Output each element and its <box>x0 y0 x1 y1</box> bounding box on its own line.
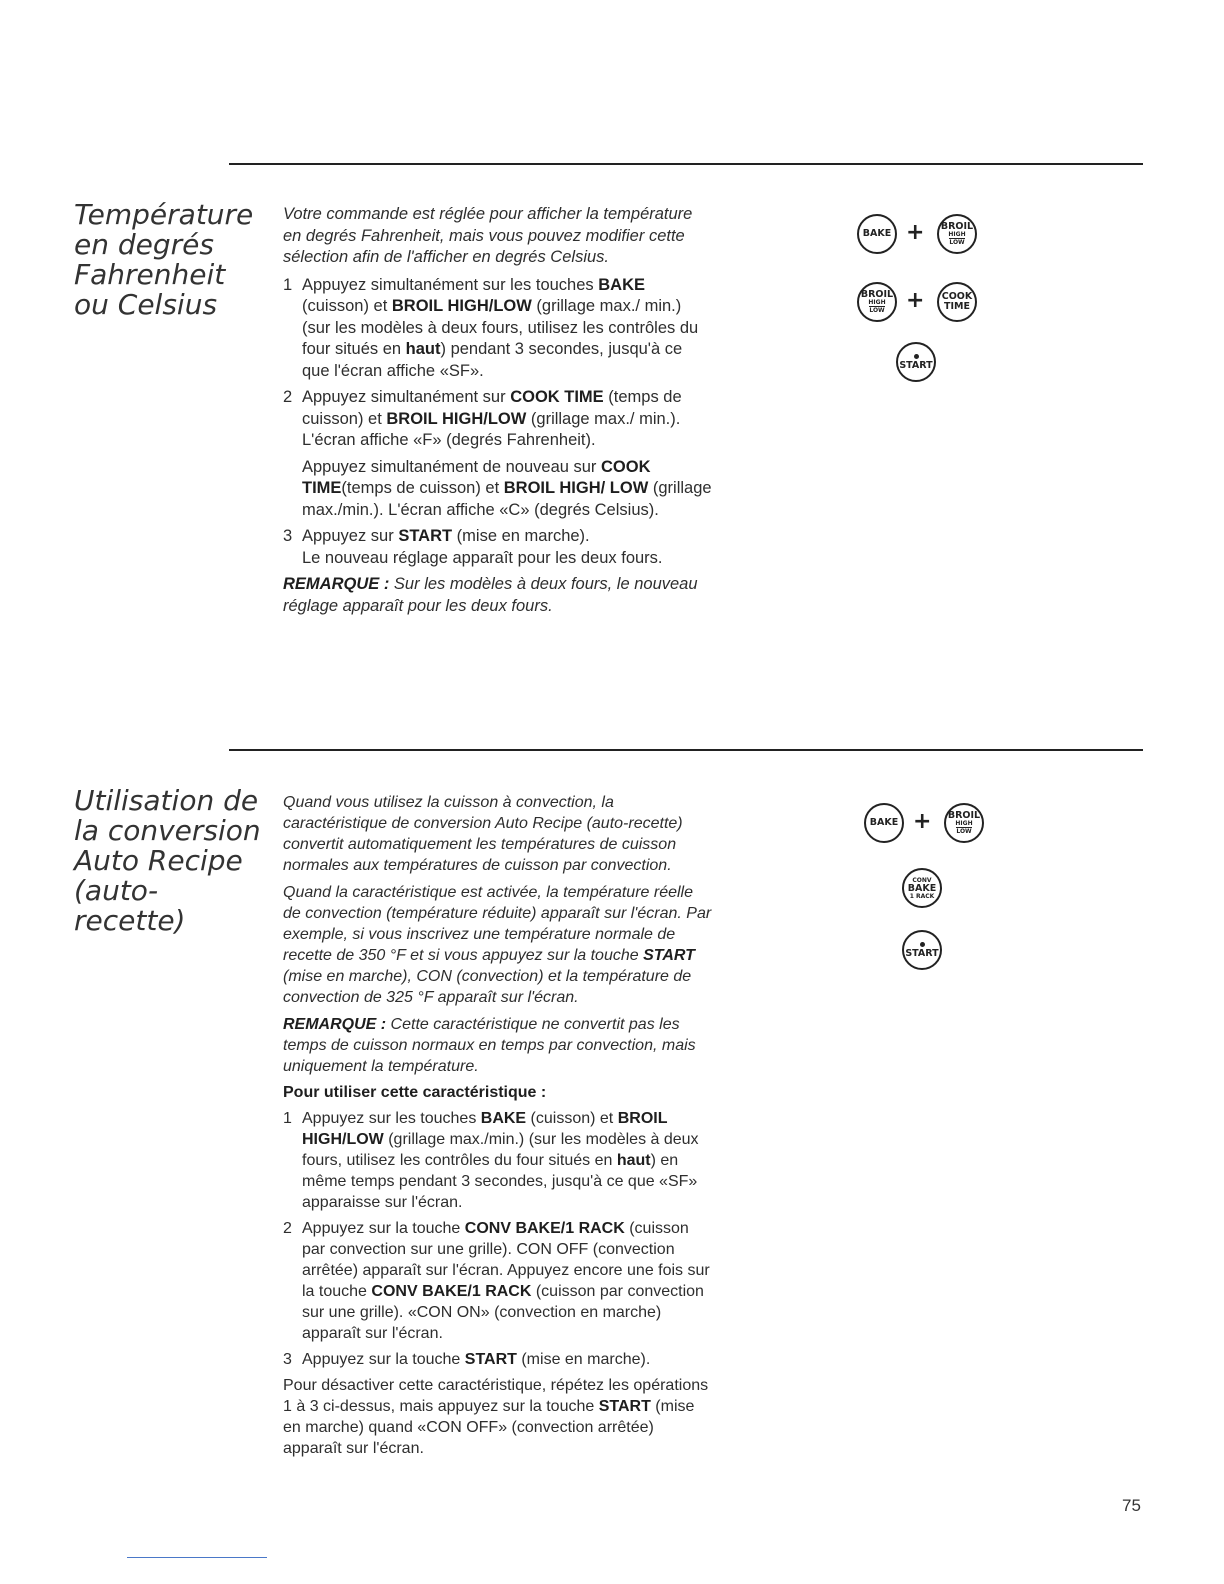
section-divider <box>229 163 1143 165</box>
subheading: Pour utiliser cette caractéristique : <box>283 1084 547 1101</box>
bottom-link-line <box>127 1557 267 1558</box>
section-body <box>283 792 713 1459</box>
plus-icon: + <box>906 288 925 313</box>
step-continuation: Appuyez simultanément de nouveau sur COOK TIME(temps de cuisson) et BROIL HIGH/ LOW (grillage max./min.). L'écran affiche «C» (degrés Celsius). <box>302 457 712 519</box>
broil-button-icon: BROIL HIGH LOW <box>857 282 897 322</box>
bake-button-icon: BAKE <box>864 803 904 843</box>
intro-text: Quand la caractéristique est activée, la température réelle de convection (température réduite) apparaît sur l'écran. Par exemple, si vous inscrivez une température normale de recette de 350 °F et si vous appuyez sur la touche START (mise en marche), CON (convection) et la température de convection de 325 °F apparaît sur l'écran. <box>283 884 712 1006</box>
broil-button-icon: BROIL HIGH LOW <box>944 803 984 843</box>
broil-button-icon: BROIL HIGH LOW <box>937 214 977 254</box>
note: REMARQUE : Sur les modèles à deux fours, le nouveau réglage apparaît pour les deux fours. <box>283 575 698 615</box>
plus-icon: + <box>906 220 925 245</box>
page-number: 75 <box>1122 1496 1141 1515</box>
cook-time-button-icon: COOK TIME <box>937 282 977 322</box>
start-button-icon: START <box>896 342 936 382</box>
step-item: 1 Appuyez sur les touches BAKE (cuisson) et BROIL HIGH/LOW (grillage max./min.) (sur les modèles à deux fours, utilisez les contrôles du four situés en haut) en même temps pendant 3 secondes, jusqu'à ce que «SF» apparaisse sur l'écran. <box>283 1110 699 1211</box>
step-item: 2 Appuyez simultanément sur COOK TIME (temps de cuisson) et BROIL HIGH/LOW (grillage max./ min.). L'écran affiche «F» (degrés Fahrenheit). <box>283 388 682 449</box>
step-item: 3 Appuyez sur la touche START (mise en marche). <box>283 1351 651 1368</box>
section-body <box>283 204 713 622</box>
closing-text: Pour désactiver cette caractéristique, répétez les opérations 1 à 3 ci-dessus, mais appuyez sur la touche START (mise en marche) quand «CON OFF» (convection arrêtée) apparaît sur l'écran. <box>283 1377 709 1457</box>
section-title: Utilisation de la conversion Auto Recipe (auto-recette) <box>74 784 261 937</box>
conv-bake-button-icon: CONV BAKE 1 RACK <box>902 868 942 908</box>
note: REMARQUE : Cette caractéristique ne convertit pas les temps de cuisson normaux en temps par convection, mais uniquement la température. <box>283 1016 696 1075</box>
plus-icon: + <box>913 809 932 834</box>
step-item: 1 Appuyez simultanément sur les touches BAKE (cuisson) et BROIL HIGH/LOW (grillage max./ min.) (sur les modèles à deux fours, utilisez les contrôles du four situés en haut) pendant 3 secondes, jusqu'à ce que l'écran affiche «SF». <box>283 275 699 380</box>
step-item: 2 Appuyez sur la touche CONV BAKE/1 RACK (cuisson par convection sur une grille). CON OFF (convection arrêtée) apparaît sur l'écran. Appuyez encore une fois sur la touche CONV BAKE/1 RACK (cuisson par convection sur une grille). «CON ON» (convection en marche) apparaît sur l'écran. <box>283 1220 710 1342</box>
intro-text: Votre commande est réglée pour afficher la température en degrés Fahrenheit, mais vous pouvez modifier cette sélection afin de l'afficher en degrés Celsius. <box>283 205 693 266</box>
section-divider <box>229 749 1143 751</box>
start-button-icon: START <box>902 930 942 970</box>
step-item: 3 Appuyez sur START (mise en marche). Le nouveau réglage apparaît pour les deux fours. <box>283 527 663 567</box>
bake-button-icon: BAKE <box>857 214 897 254</box>
section-title: Température en degrés Fahrenheit ou Celsius <box>74 198 254 321</box>
intro-text: Quand vous utilisez la cuisson à convection, la caractéristique de conversion Auto Recipe (auto-recette) convertit automatiquement les températures de cuisson normales aux températures de cuisson par convection. <box>283 794 683 874</box>
